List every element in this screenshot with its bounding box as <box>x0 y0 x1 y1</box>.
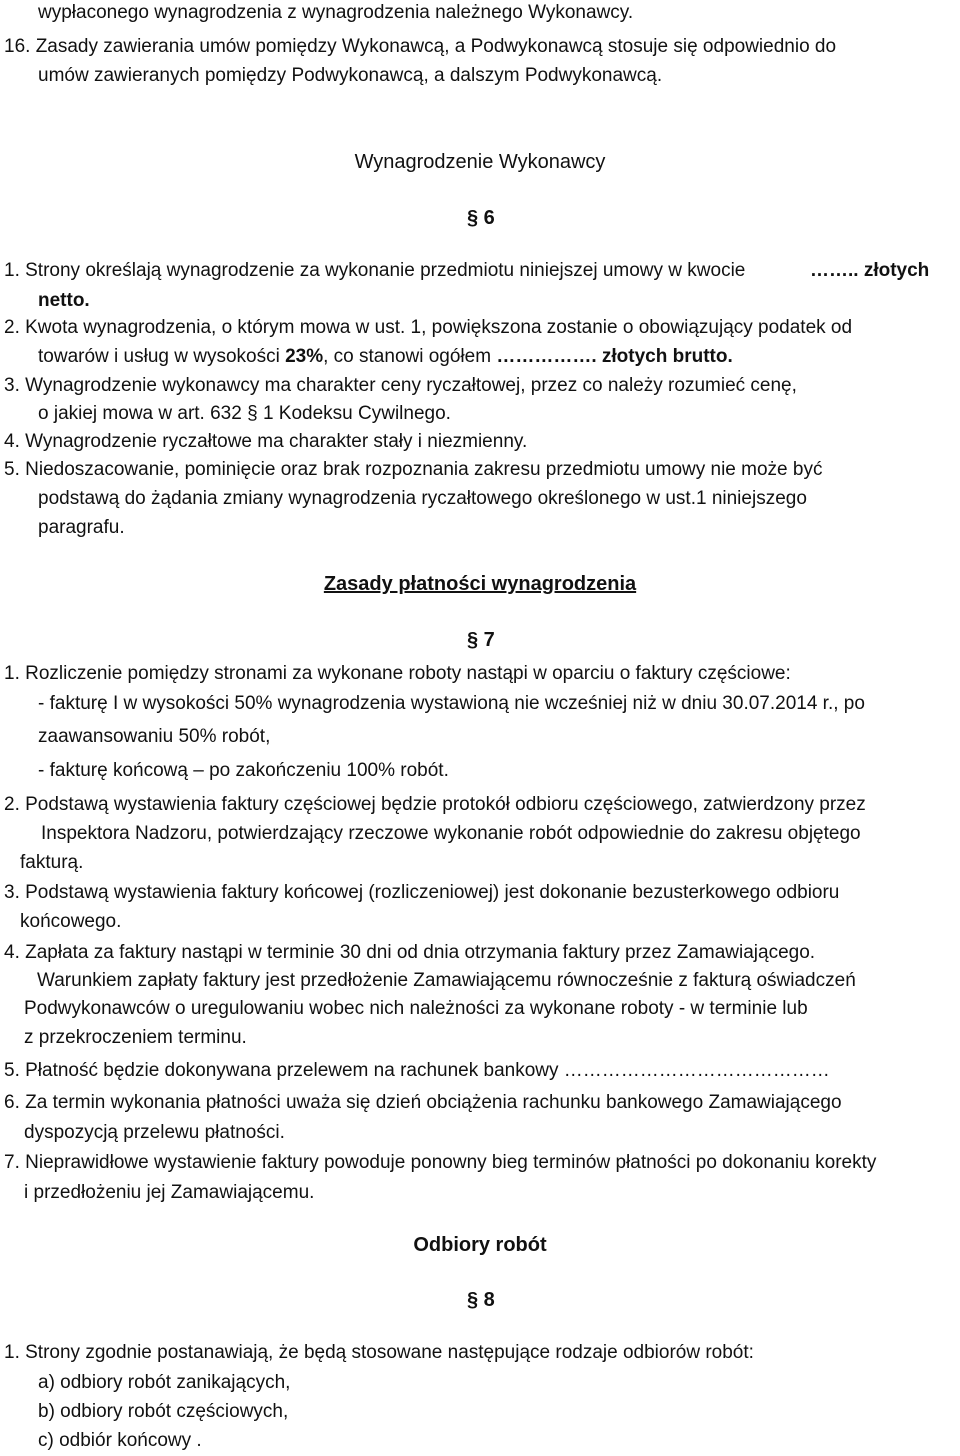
clause-text: Warunkiem zapłaty faktury jest przedłożenie Zamawiającemu równocześnie z fakturą oświadczeń <box>37 970 856 991</box>
clause-text: - fakturę I w wysokości 50% wynagrodzenia wystawioną nie wcześniej niż w dniu 30.07.2014 r., po <box>38 693 865 714</box>
clause-text: końcowego. <box>20 911 122 932</box>
clause-8-1: 1. Strony zgodnie postanawiają, że będą stosowane następujące rodzaje odbiorów robót: <box>4 1342 754 1363</box>
clause-text: z przekroczeniem terminu. <box>24 1027 247 1048</box>
list-item: b) odbiory robót częściowych, <box>38 1401 289 1422</box>
clause-text: , co stanowi ogółem <box>323 346 492 367</box>
amount-placeholder: ……………. złotych brutto. <box>496 346 733 367</box>
clause-text: o jakiej mowa w art. 632 § 1 Kodeksu Cywilnego. <box>38 403 451 424</box>
clause-7-6: 6. Za termin wykonania płatności uważa się dzień obciążenia rachunku bankowego Zamawiającego <box>4 1092 842 1113</box>
paragraph-number: § 7 <box>467 629 495 651</box>
clause-text: dyspozycją przelewu płatności. <box>24 1122 285 1143</box>
clause-text: 1. Strony określają wynagrodzenie za wykonanie przedmiotu niniejszej umowy w kwocie <box>4 260 746 281</box>
clause-16: 16. Zasady zawierania umów pomiędzy Wykonawcą, a Podwykonawcą stosuje się odpowiednio do <box>4 36 837 57</box>
clause-text: netto. <box>38 290 90 311</box>
clause-7-3: 3. Podstawą wystawienia faktury końcowej (rozliczeniowej) jest dokonanie bezusterkowego odbioru <box>4 882 840 903</box>
list-item: a) odbiory robót zanikających, <box>38 1372 291 1393</box>
vat-rate: 23% <box>285 346 324 367</box>
paragraph-number: § 8 <box>467 1289 495 1311</box>
amount-placeholder: …….. złotych <box>810 260 930 281</box>
clause-text: - fakturę końcową – po zakończeniu 100% robót. <box>38 760 449 781</box>
clause-text: paragrafu. <box>38 517 125 538</box>
list-item: c) odbiór końcowy . <box>38 1430 202 1451</box>
clause-6-5: 5. Niedoszacowanie, pominięcie oraz brak rozpoznania zakresu przedmiotu umowy nie może być <box>4 459 823 480</box>
clause-6-3: 3. Wynagrodzenie wykonawcy ma charakter ceny ryczałtowej, przez co należy rozumieć cenę, <box>4 375 797 396</box>
text-line: umów zawieranych pomiędzy Podwykonawcą, a dalszym Podwykonawcą. <box>38 65 663 86</box>
clause-text: towarów i usług w wysokości <box>38 346 280 367</box>
section-heading: Zasady płatności wynagrodzenia <box>323 573 637 595</box>
clause-7-5: 5. Płatność będzie dokonywana przelewem na rachunek bankowy …………………………………… <box>4 1060 830 1081</box>
clause-text: Podwykonawców o uregulowaniu wobec nich należności za wykonane roboty - w terminie lub <box>24 998 808 1019</box>
clause-7-4: 4. Zapłata za faktury nastąpi w terminie 30 dni od dnia otrzymania faktury przez Zamawiającego. <box>4 942 816 963</box>
clause-6-2: 2. Kwota wynagrodzenia, o którym mowa w ust. 1, powiększona zostanie o obowiązujący podatek od <box>4 317 853 338</box>
clause-7-7: 7. Nieprawidłowe wystawienie faktury powoduje ponowny bieg terminów płatności po dokonaniu korekty <box>4 1152 877 1173</box>
section-heading: Odbiory robót <box>413 1234 547 1256</box>
text-line: wypłaconego wynagrodzenia z wynagrodzenia należnego Wykonawcy. <box>38 2 634 23</box>
section-heading: Wynagrodzenie Wykonawcy <box>354 151 606 173</box>
clause-6-1 <box>4 258 745 284</box>
clause-text: i przedłożeniu jej Zamawiającemu. <box>24 1182 315 1203</box>
clause-text: zaawansowaniu 50% robót, <box>38 726 271 747</box>
clause-text: fakturą. <box>20 852 84 873</box>
clause-7-2: 2. Podstawą wystawienia faktury częściowej będzie protokół odbioru częściowego, zatwierdzony przez <box>4 794 866 815</box>
clause-7-1: 1. Rozliczenie pomiędzy stronami za wykonane roboty nastąpi w oparciu o faktury częściowe: <box>4 663 791 684</box>
clause-text: podstawą do żądania zmiany wynagrodzenia ryczałtowego określonego w ust.1 niniejszego <box>38 488 807 509</box>
clause-text <box>38 344 733 370</box>
clause-text: Inspektora Nadzoru, potwierdzający rzeczowe wykonanie robót odpowiednie do zakresu objętego <box>41 823 861 844</box>
paragraph-number: § 6 <box>467 207 495 229</box>
clause-6-4: 4. Wynagrodzenie ryczałtowe ma charakter stały i niezmienny. <box>4 431 528 452</box>
